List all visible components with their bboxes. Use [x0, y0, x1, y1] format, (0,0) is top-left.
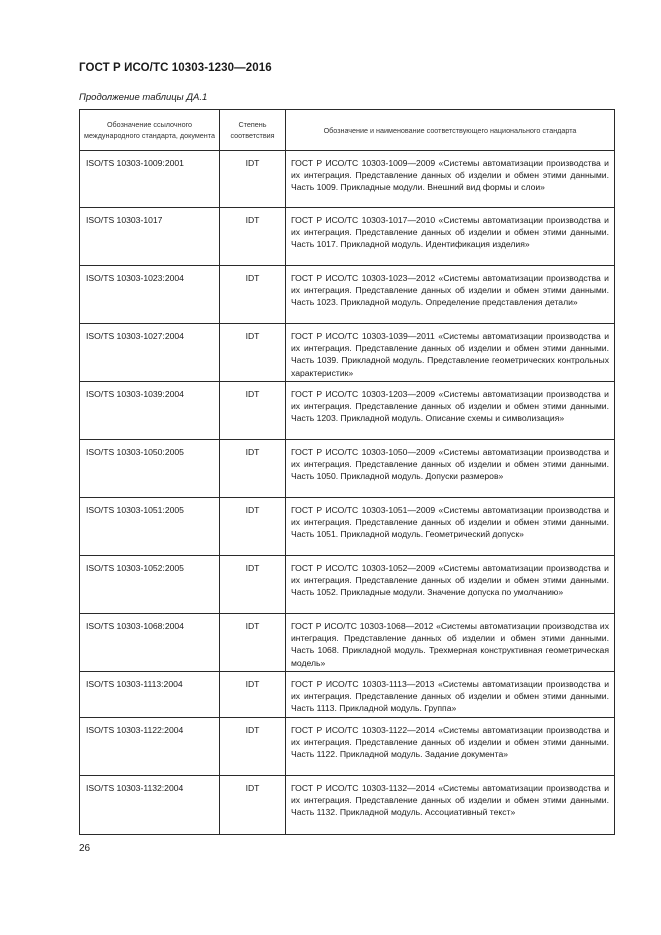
table-row: [80, 208, 615, 266]
cell-national: ГОСТ Р ИСО/ТС 10303-1050—2009 «Системы автоматизации производства и их интеграция. Представление данных об изделии и обмен этими данными. Часть 1050. Прикладной модуль. Допуски размеров»: [286, 440, 615, 498]
table-header-row: [80, 110, 615, 151]
table-row: [80, 498, 615, 556]
column-header-degree: Степень соответствия: [220, 110, 286, 151]
cell-degree: IDT: [220, 718, 286, 776]
cell-national: ГОСТ Р ИСО/ТС 10303-1203—2009 «Системы автоматизации производства и их интеграция. Представление данных об изделии и обмен этими данными. Часть 1203. Прикладной модуль. Описание схемы и символизация»: [286, 382, 615, 440]
table-row: [80, 266, 615, 324]
cell-reference: ISO/TS 10303-1132:2004: [80, 776, 220, 835]
cell-degree: IDT: [220, 266, 286, 324]
correspondence-table: [79, 109, 615, 835]
cell-reference: ISO/TS 10303-1122:2004: [80, 718, 220, 776]
table-row: [80, 440, 615, 498]
column-header-reference: Обозначение ссылочного международного стандарта, документа: [80, 110, 220, 151]
cell-reference: ISO/TS 10303-1050:2005: [80, 440, 220, 498]
table-row: [80, 324, 615, 382]
table-caption: Продолжение таблицы ДА.1: [79, 92, 208, 103]
table-row: [80, 718, 615, 776]
cell-reference: ISO/TS 10303-1017: [80, 208, 220, 266]
table-row: [80, 672, 615, 718]
cell-degree: IDT: [220, 382, 286, 440]
cell-degree: IDT: [220, 556, 286, 614]
cell-degree: IDT: [220, 440, 286, 498]
table-row: [80, 776, 615, 835]
cell-reference: ISO/TS 10303-1052:2005: [80, 556, 220, 614]
cell-degree: IDT: [220, 672, 286, 718]
table-row: [80, 151, 615, 208]
cell-degree: IDT: [220, 776, 286, 835]
table-row: [80, 382, 615, 440]
cell-degree: IDT: [220, 151, 286, 208]
table-row: [80, 614, 615, 672]
cell-reference: ISO/TS 10303-1113:2004: [80, 672, 220, 718]
cell-national: ГОСТ Р ИСО/ТС 10303-1017—2010 «Системы автоматизации производства и их интеграция. Представление данных об изделии и обмен этими данными. Часть 1017. Прикладной модуль. Идентификация изделия»: [286, 208, 615, 266]
cell-degree: IDT: [220, 324, 286, 382]
cell-degree: IDT: [220, 208, 286, 266]
table-row: [80, 556, 615, 614]
cell-reference: ISO/TS 10303-1039:2004: [80, 382, 220, 440]
column-header-national: Обозначение и наименование соответствующего национального стандарта: [286, 110, 615, 151]
cell-national: ГОСТ Р ИСО/ТС 10303-1023—2012 «Системы автоматизации производства и их интеграция. Представление данных об изделии и обмен этими данными. Часть 1023. Прикладной модуль. Определение представления детали»: [286, 266, 615, 324]
cell-national: ГОСТ Р ИСО/ТС 10303-1132—2014 «Системы автоматизации производства и их интеграция. Представление данных об изделии и обмен этими данными. Часть 1132. Прикладной модуль. Ассоциативный текст»: [286, 776, 615, 835]
cell-national: ГОСТ Р ИСО/ТС 10303-1122—2014 «Системы автоматизации производства и их интеграция. Представление данных об изделии и обмен этими данными. Часть 1122. Прикладной модуль. Задание документа»: [286, 718, 615, 776]
cell-national: ГОСТ Р ИСО/ТС 10303-1009—2009 «Системы автоматизации производства и их интеграция. Представление данных об изделии и обмен этими данными. Часть 1009. Прикладные модули. Внешний вид формы и слои»: [286, 151, 615, 208]
cell-national: ГОСТ Р ИСО/ТС 10303-1113—2013 «Системы автоматизации производства и их интеграция. Представление данных об изделии и обмен этими данными. Часть 1113. Прикладной модуль. Группа»: [286, 672, 615, 718]
cell-national: ГОСТ Р ИСО/ТС 10303-1051—2009 «Системы автоматизации производства и их интеграция. Представление данных об изделии и обмен этими данными. Часть 1051. Прикладной модуль. Геометрический допуск»: [286, 498, 615, 556]
page-number: 26: [79, 843, 91, 854]
cell-reference: ISO/TS 10303-1068:2004: [80, 614, 220, 672]
cell-reference: ISO/TS 10303-1051:2005: [80, 498, 220, 556]
cell-national: ГОСТ Р ИСО/ТС 10303-1052—2009 «Системы автоматизации производства и их интеграция. Представление данных об изделии и обмен этими данными. Часть 1052. Прикладные модули. Значение допуска по умолчанию»: [286, 556, 615, 614]
cell-degree: IDT: [220, 498, 286, 556]
cell-reference: ISO/TS 10303-1023:2004: [80, 266, 220, 324]
cell-reference: ISO/TS 10303-1009:2001: [80, 151, 220, 208]
document-title: ГОСТ Р ИСО/ТС 10303-1230—2016: [79, 62, 272, 74]
cell-national: ГОСТ Р ИСО/ТС 10303-1068—2012 «Системы автоматизации производства их интеграция. Представление данных об изделии и обмен этими данными. Часть 1068. Прикладной модуль. Трехмерная конструктивная геометрическая модель»: [286, 614, 615, 672]
cell-degree: IDT: [220, 614, 286, 672]
cell-reference: ISO/TS 10303-1027:2004: [80, 324, 220, 382]
cell-national: ГОСТ Р ИСО/ТС 10303-1039—2011 «Системы автоматизации производства и их интеграция. Представление данных об изделии и обмен этими данными. Часть 1039. Прикладной модуль. Представление геометрических контрольных характеристик»: [286, 324, 615, 382]
